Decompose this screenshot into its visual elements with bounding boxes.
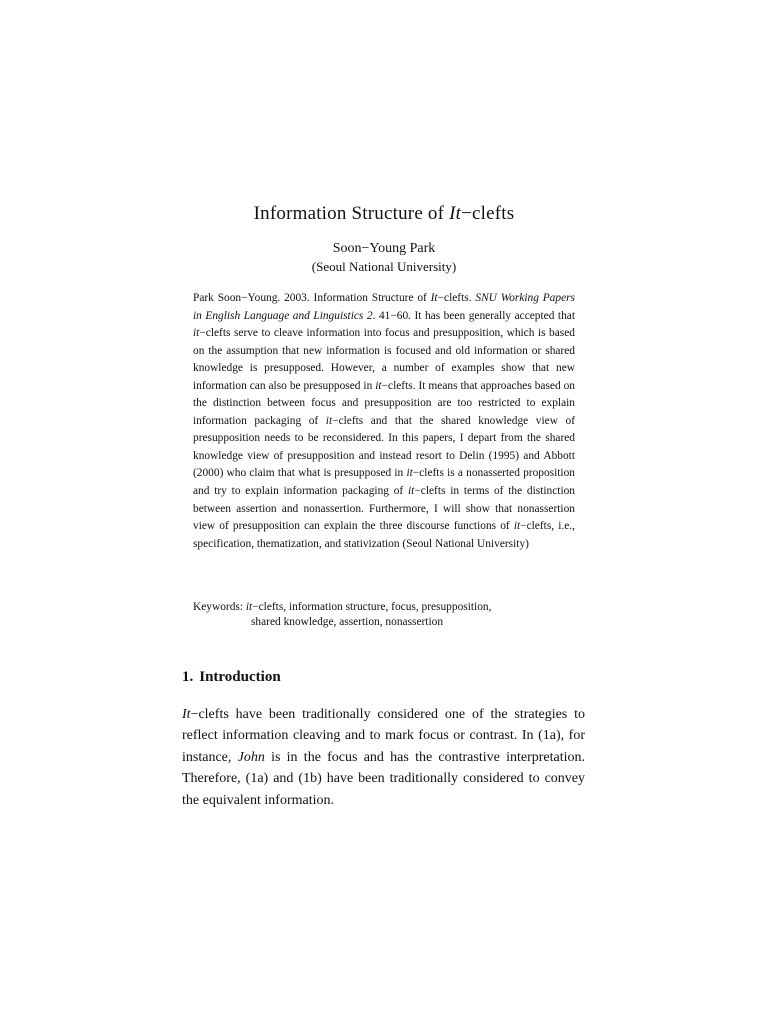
abstract-it-4: it	[406, 467, 413, 480]
keywords-line-1-text: −clefts, information structure, focus, presupposition,	[252, 601, 492, 613]
intro-john: John	[237, 749, 265, 765]
abstract-text-4: −clefts and that the shared knowledge view of presupposition needs to be reconsidered. In this papers, I depart from the shared knowledge view of presupposition and instead resort to Delin (1995) and Abbott (2000) who claim that what is presupposed in	[193, 414, 575, 480]
keywords	[193, 600, 593, 630]
keywords-it: it	[245, 601, 253, 613]
abstract-paragraph	[193, 290, 575, 553]
author-affiliation: (Seoul National University)	[311, 259, 457, 274]
intro-text-2: is in the focus and has the contrastive interpretation. Therefore, (1a) and (1b) have been traditionally considered to convey the equivalent information.	[182, 749, 585, 808]
citation-pages: . 41−60.	[372, 309, 415, 322]
title-suffix: −clefts	[461, 203, 515, 224]
abstract-it-6: it	[513, 520, 521, 533]
title-prefix: Information Structure of	[253, 203, 445, 224]
keywords-line-2: shared knowledge, assertion, nonassertion	[251, 616, 444, 628]
abstract-it-2: it	[375, 379, 382, 392]
citation-title-end: −clefts.	[437, 292, 476, 304]
citation-it: It	[430, 292, 438, 304]
abstract-text-3: −clefts. It means that approaches based on the distinction between focus and presupposition are too restricted to explain information packaging of	[193, 379, 576, 427]
citation-journal: SNU Working Papers in English Language and Linguistics 2	[193, 292, 575, 322]
citation-author: Park Soon−Young. 2003. Information Structure of	[193, 292, 431, 304]
title-it: It	[449, 203, 462, 224]
abstract-text-2: −clefts serve to cleave information into focus and presupposition, which is based on the assumption that new information is focused and old information or shared knowledge is presupposed. However, a number of examples show that new information can also be presupposed in	[193, 327, 575, 392]
keywords-label: Keywords:	[193, 601, 243, 613]
abstract-it-1: it	[193, 327, 200, 340]
paper-title	[0, 203, 768, 225]
intro-paragraph	[182, 704, 585, 811]
abstract-text-1: It has been generally accepted that	[414, 309, 576, 322]
intro-it: It	[182, 707, 191, 722]
abstract	[193, 290, 575, 553]
abstract-text-5: −clefts is a nonasserted proposition and try to explain information packaging of	[193, 467, 575, 498]
author-name: Soon−Young Park	[332, 241, 436, 256]
section-heading	[182, 669, 287, 686]
abstract-text-6: −clefts in terms of the distinction between assertion and nonassertion. Furthermore, I will show that nonassertion view of presupposition can explain the three discourse functions of	[193, 485, 576, 533]
abstract-it-3: it	[325, 414, 333, 427]
section-number: 1.	[182, 669, 194, 685]
intro-text-1: −clefts have been traditionally considered one of the strategies to reflect information cleaving and to mark focus or contrast. In (1a), for instance,	[182, 707, 585, 765]
section-title: Introduction	[199, 669, 281, 685]
abstract-text-7: −clefts, i.e., specification, thematization, and stativization (Seoul National University)	[193, 520, 575, 550]
abstract-it-5: it	[408, 485, 415, 498]
keywords-line-1	[193, 600, 593, 615]
intro-body	[182, 704, 585, 811]
